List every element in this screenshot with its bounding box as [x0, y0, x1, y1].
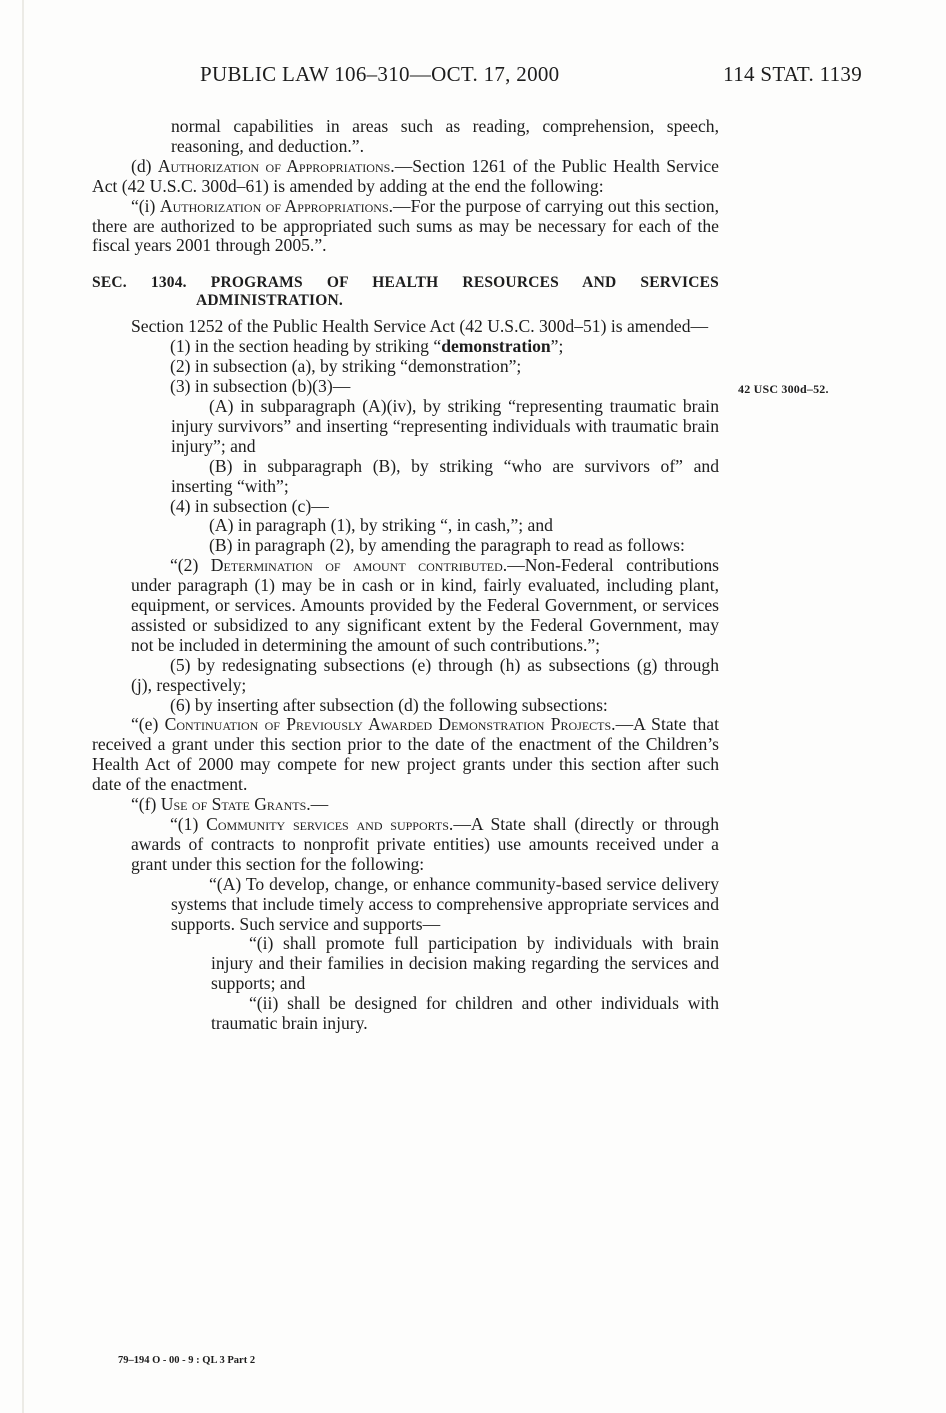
- paragraph: “(1) Community services and supports.—A State shall (directly or through awards of contracts to nonprofit private entities) use amounts received under a grant under this section for the following:: [131, 814, 719, 874]
- paragraph: “(2) Determination of amount contributed.—Non-Federal contributions under paragraph (1) may be in cash or in kind, fairly evaluated, including plant, equipment, or services. Amounts provided by the Federal Government, or services assisted or subsidized to any significant extent by the Federal Government, may not be included in determining the amount of such contributions.”;: [131, 555, 719, 655]
- paragraph: “(ii) shall be designed for children and other individuals with traumatic brain injury.: [211, 993, 719, 1034]
- paragraph: (1) in the section heading by striking “demonstration”;: [170, 336, 564, 357]
- stat-page-number: 114 STAT. 1139: [723, 62, 862, 86]
- paragraph: Section 1252 of the Public Health Service Act (42 U.S.C. 300d–51) is amended—: [131, 316, 709, 337]
- margin-citation: 42 USC 300d–52.: [738, 382, 829, 396]
- paragraph: “(f) Use of State Grants.—: [131, 794, 329, 815]
- paragraph: (B) in subparagraph (B), by striking “who are survivors of” and inserting “with”;: [171, 455, 719, 496]
- paragraph: (d) Authorization of Appropriations.—Section 1261 of the Public Health Service Act (42 U.S.C. 300d–61) is amended by adding at the end the following:: [92, 155, 719, 196]
- paragraph: normal capabilities in areas such as reading, comprehension, speech, reasoning, and deduction.”.: [171, 116, 719, 156]
- section-heading: SEC. 1304. PROGRAMS OF HEALTH RESOURCES AND SERVICES ADMINISTRATION.: [92, 274, 719, 310]
- paragraph: “(A) To develop, change, or enhance community-based service delivery systems that include timely access to comprehensive appropriate services and supports. Such service and supports—: [171, 873, 719, 934]
- paragraph: “(i) Authorization of Appropriations.—For the purpose of carrying out this section, there are authorized to be appropriated such sums as may be necessary for each of the fiscal years 2001 through 2005.”.: [92, 195, 719, 256]
- document-body: [92, 117, 719, 1034]
- paragraph: (A) in paragraph (1), by striking “, in cash,”; and: [209, 515, 553, 536]
- binding-edge-shadow: [22, 0, 24, 1413]
- print-job-footer: 79–194 O - 00 - 9 : QL 3 Part 2: [118, 1355, 256, 1366]
- paragraph: (A) in subparagraph (A)(iv), by striking “representing traumatic brain injury survivors” and inserting “representing individuals with traumatic brain injury”; and: [171, 395, 719, 456]
- running-title: PUBLIC LAW 106–310—OCT. 17, 2000: [200, 62, 560, 86]
- paragraph: (5) by redesignating subsections (e) through (h) as subsections (g) through (j), respectively;: [131, 654, 719, 695]
- paragraph: (2) in subsection (a), by striking “demonstration”;: [170, 356, 522, 377]
- paragraph: (6) by inserting after subsection (d) the following subsections:: [170, 694, 608, 715]
- paragraph: (B) in paragraph (2), by amending the paragraph to read as follows:: [209, 535, 685, 556]
- paragraph: (4) in subsection (c)—: [170, 495, 329, 516]
- paragraph: (3) in subsection (b)(3)—: [170, 376, 351, 397]
- paragraph: “(e) Continuation of Previously Awarded Demonstration Projects.—A State that received a grant under this section prior to the date of the enactment of the Children’s Health Act of 2000 may compete for new project grants under this section after such date of the enactment.: [92, 714, 719, 795]
- paragraph: “(i) shall promote full participation by individuals with brain injury and their families in decision making regarding the services and supports; and: [211, 933, 719, 994]
